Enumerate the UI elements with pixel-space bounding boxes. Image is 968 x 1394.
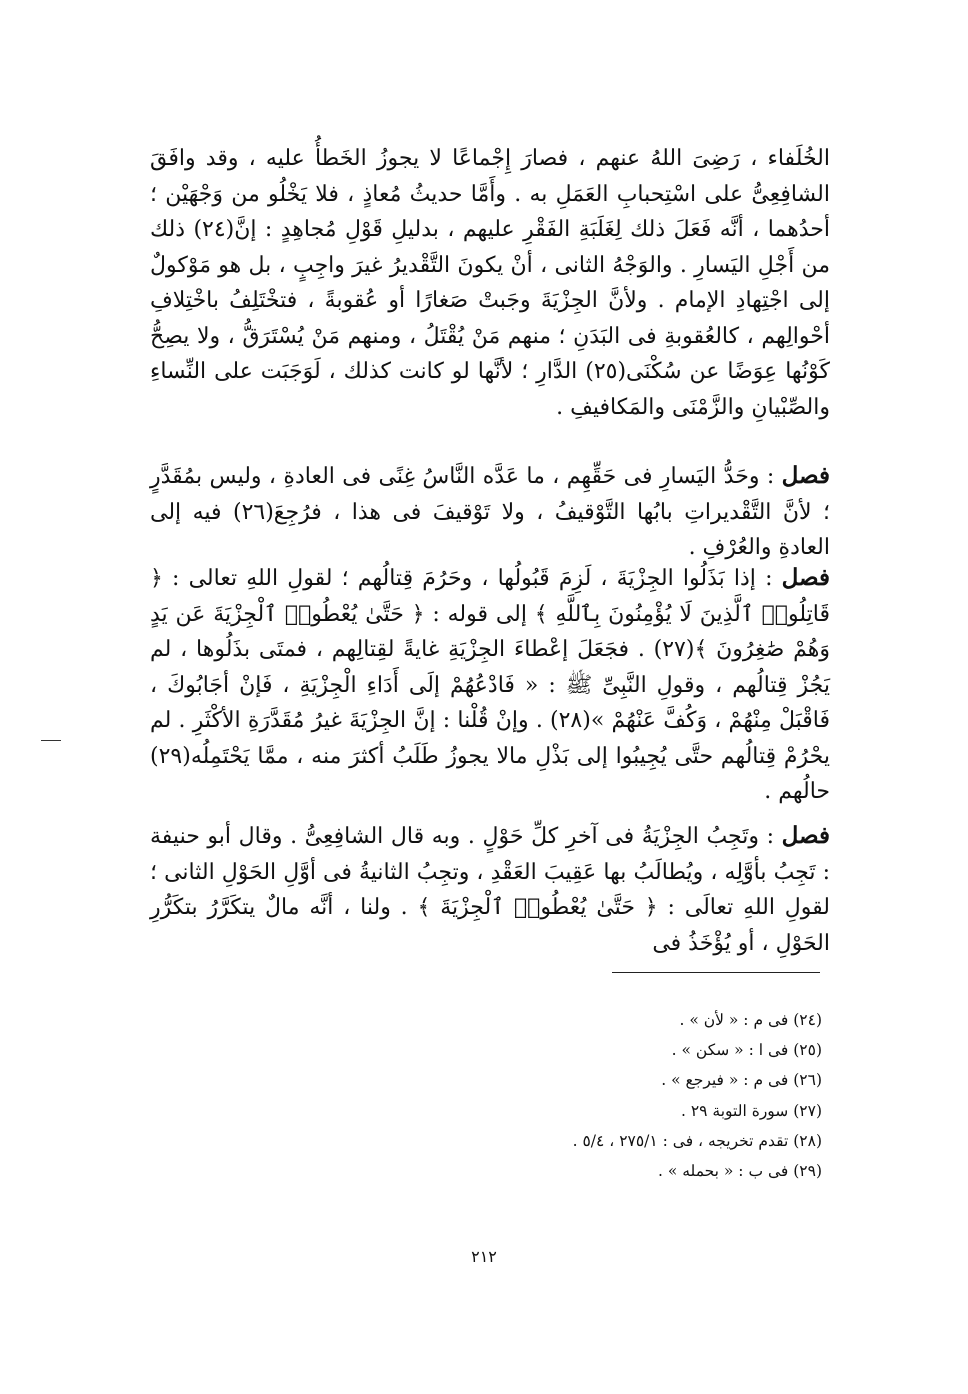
margin-mark (41, 740, 61, 741)
section-heading-fasl: فصل (781, 462, 830, 489)
paragraph-1 (150, 140, 830, 425)
footnotes (300, 1005, 822, 1186)
paragraph-4-text: : وتَجِبُ الجِزْيَةُ فى آخرِ كلِّ حَوْلٍ . وبه قال الشافِعِىُّ . وقال أبو حنيفة : تَجِبُ بأوَّلِه ، ويُطالَبُ بها عَقِيبَ العَقْدِ ، وتجِبُ الثانيةُ فى أوَّلِ الحَوْلِ الثانى ؛ لقولِ اللهِ تعالَى : ﴿ حَتَّىٰ يُعْطُوا۟ ٱلْجِزْيَةَ ﴾ . ولنا ، أنَّه مالٌ يتكَرَّرُ بتكَرُّرِ الحَوْلِ ، أو يُؤْخَذُ فى (150, 824, 830, 956)
section-heading-fasl: فصل (781, 564, 830, 591)
paragraph-4 (150, 818, 830, 961)
paragraph-2-text: : وحَدُّ اليَسارِ فى حَقِّهِم ، ما عَدَّه النَّاسُ غِنًى فى العادةِ ، وليس بمُقَدَّرٍ ؛ لأنَّ التَّقْديراتِ بابُها التَّوْقيفُ ، ولا تَوْقيفَ فى هذا ، فرُجِعَ(٢٦) فيه إلى العادةِ والعُرْفِ . (150, 464, 830, 560)
paragraph-2 (150, 458, 830, 566)
footnote: (٢٨) تقدم تخريجه ، فى : ٢٧٥/١ ، ٥/٤ . (572, 1131, 822, 1150)
footnote: (٢٩) فى ب : « بحمله » . (657, 1162, 822, 1181)
footnote: (٢٥) فى ا : « سكن » . (671, 1041, 822, 1060)
page-number: ٢١٢ (471, 1247, 497, 1266)
footnote: (٢٦) فى م : « فيرجع » . (661, 1071, 822, 1090)
paragraph-3-text: : إذا بَذَلُوا الجِزْيَةَ ، لَزِمَ قَبُولُها ، وحَرُمَ قِتالُهم ؛ لقولِ اللهِ تعالى : ﴿ قَاتِلُوا۟ ٱلَّذِينَ لَا يُؤْمِنُونَ بِٱللَّهِ ﴾ إلى قوله : ﴿ حَتَّىٰ يُعْطُوا۟ ٱلْجِزْيَةَ عَن يَدٍ وَهُمْ صَٰغِرُونَ ﴾(٢٧) . فجَعَلَ إعْطاءَ الجِزْيَةِ غايةً لقِتالِهم ، فمتَى بذَلُوها ، لم يَجُزْ قِتالُهم ، وقولِ النَّبِىِّ ﷺ : « فَادْعُهُمْ إلَى أَدَاءِ الْجِزْيَةِ ، فَإنْ أجَابُوكَ ، فَاقْبَلْ مِنْهُمْ ، وَكُفَّ عَنْهُمْ »(٢٨) . وإنْ قُلْنا : إنَّ الجِزْيَةَ غيرُ مُقَدَّرَةِ الأكْثَرِ . لم يحْرُمْ قِتالُهم حتَّى يُجِيبُوا إلى بَذْلِ مالا يجوزُ طَلَبُ أكثرَ منه ، ممَّا يَحْتَمِلُه(٢٩) حالُهم . (150, 566, 830, 804)
paragraph-3 (150, 560, 830, 810)
footnote: (٢٧) سورة التوبة ٢٩ . (680, 1101, 822, 1120)
section-heading-fasl: فصل (781, 822, 830, 849)
paragraph-1-text: الخُلَفاء ، رَضِىَ اللهُ عنهم ، فصارَ إِجْماعًا لا يجوزُ الخَطأُ عليه ، وقد وافَقَ الشافِعِىُّ على اسْتِحبابِ العَمَلِ به . وأَمَّا حديثُ مُعاذٍ ، فلا يَخْلُو من وَجْهَيْن ؛ أحدُهما ، أنَّه فَعَلَ ذلك لِغَلَبَةِ الفَقْرِ عليهم ، بدليلِ قَوْلِ مُجاهِدٍ : إنَّ(٢٤) ذلك من أَجْلِ اليَسارِ . والوَجْهُ الثانى ، أنْ يكونَ التَّقْديرُ غيرَ واجِبٍ ، بل هو مَوْكولٌ إلى اجْتِهادِ الإمام . ولأنَّ الجِزْيَةَ وجَبتْ صَغارًا أو عُقوبةً ، فتخْتَلِفُ باخْتِلافِ أحْوالِهم ، كالعُقوبةِ فى البَدَنِ ؛ منهم مَنْ يُقْتَلُ ، ومنهم مَنْ يُسْتَرَقُّ ، ولا يصِحُّ كَوْنُها عِوَضًا عن سُكْنَى(٢٥) الدَّارِ ؛ لأنَّها لو كانت كذلك ، لَوَجَبَت على النِّساءِ والصِّبْيانِ والزَّمْنَى والمَكافيفِ . (150, 146, 830, 420)
footnote: (٢٤) فى م : « لأن » . (679, 1011, 822, 1029)
footnote-separator (612, 972, 820, 973)
